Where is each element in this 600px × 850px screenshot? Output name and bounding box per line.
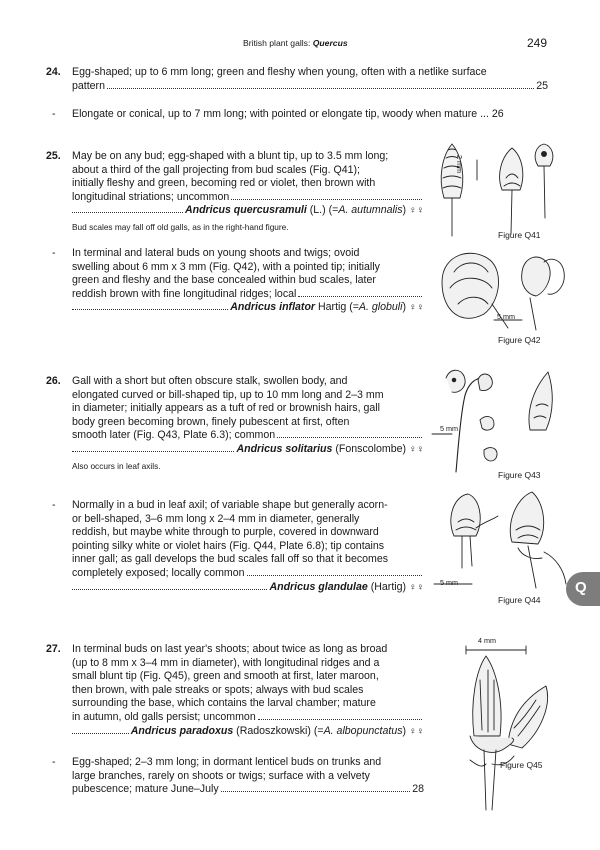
text-line: then brown, with pale streaks or spots; always with bud scales	[72, 683, 364, 696]
leader-line: completely exposed; locally common	[72, 567, 424, 581]
leader-line: pubescence; mature June–July 28	[72, 783, 424, 796]
text-line: pointing silky white or violet hairs (Fig. Q44, Plate 6.8); tip contains	[72, 539, 385, 552]
figure-caption: Figure Q44	[498, 595, 541, 605]
figure-caption: Figure Q41	[498, 230, 541, 240]
goto-number: 28	[412, 783, 424, 796]
couplet-25b	[72, 247, 424, 315]
species-name: Andricus inflator	[230, 301, 316, 314]
text-line: about a third of the gall projecting from bud scales (Fig. Q41);	[72, 163, 360, 176]
note: Bud scales may fall off old galls, as in the right-hand figure.	[72, 221, 289, 232]
figure-scale: 5 mm	[497, 312, 515, 321]
text-line: body green becoming brown, finely pubescent at first, often	[72, 415, 350, 428]
text-line: or bell-shaped, 3–6 mm long x 2–4 mm in diameter, generally	[72, 512, 360, 525]
text-line: in diameter; initially appears as a tuft of red or brownish hairs, gall	[72, 402, 380, 415]
couplet-dash: -	[52, 756, 56, 768]
running-title: British plant galls: Quercus	[243, 38, 348, 48]
couplet-dash: -	[52, 108, 56, 120]
text-line: inner gall; as gall develops the bud scales fall off so that it becomes	[72, 553, 389, 566]
text-line: elongated curved or bill-shaped tip, up to 10 mm long and 2–3 mm	[72, 388, 384, 401]
text-line: Gall with a short but often obscure stalk, swollen body, and	[72, 375, 348, 387]
couplet-27a	[72, 643, 424, 738]
figure-q41-illustration	[432, 138, 562, 238]
species-name: Andricus paradoxus	[130, 724, 234, 737]
leader-line: smooth later (Fig. Q43, Plate 6.3); common	[72, 429, 424, 443]
couplet-dash: -	[52, 499, 56, 511]
text-line: May be on any bud; egg-shaped with a blunt tip, up to 3.5 mm long;	[72, 150, 389, 162]
text-line: initially fleshy and green, becoming red or violet, then brown with	[72, 177, 376, 190]
leader-line: in autumn, old galls persist; uncommon	[72, 711, 424, 725]
figure-caption: Figure Q45	[500, 760, 543, 770]
text-line: In terminal and lateral buds on young shoots and twigs; ovoid	[72, 247, 360, 259]
species-line: Andricus solitarius (Fonscolombe) ♀♀	[72, 443, 424, 457]
leader-line: pattern 25	[72, 79, 548, 92]
species-line: Andricus glandulae (Hartig) ♀♀	[72, 581, 424, 595]
running-title-genus: Quercus	[312, 38, 348, 48]
thumb-tab-letter: Q	[575, 579, 587, 596]
couplet-number: 25.	[46, 150, 61, 162]
female-symbol: ♀♀	[409, 581, 424, 593]
female-symbol: ♀♀	[409, 443, 424, 455]
species-name: Andricus glandulae	[269, 580, 368, 593]
couplet-26b	[72, 499, 424, 594]
note: Also occurs in leaf axils.	[72, 460, 161, 471]
leader-line: longitudinal striations; uncommon	[72, 191, 424, 205]
text-line: (up to 8 mm x 3–4 mm in diameter), with longitudinal ridges and a	[72, 656, 380, 669]
species-name: Andricus solitarius	[236, 442, 333, 455]
couplet-26a	[72, 375, 424, 472]
text-line: Egg-shaped; up to 6 mm long; green and fleshy when young, often with a netlike surface	[72, 66, 487, 78]
figure-q43-illustration	[430, 360, 570, 475]
couplet-25a	[72, 150, 424, 233]
figure-scale: 2 mm	[455, 155, 464, 173]
female-symbol: ♀♀	[409, 725, 424, 737]
text-line: reddish, but maybe white through to purple, covered in downward	[72, 526, 379, 539]
text-line: Egg-shaped; 2–3 mm long; in dormant lenticel buds on trunks and	[72, 756, 382, 768]
couplet-number: 27.	[46, 643, 61, 655]
text-line: Normally in a bud in leaf axil; of variable shape but generally acorn-	[72, 499, 388, 511]
species-name: Andricus quercusramuli	[184, 204, 307, 217]
text-line: In terminal buds on last year's shoots; about twice as long as broad	[72, 643, 388, 655]
couplet-number: 24.	[46, 66, 61, 78]
figure-caption: Figure Q42	[498, 335, 541, 345]
text-line: green and fleshy and the base concealed within bud scales, later	[72, 274, 376, 287]
couplet-dash: -	[52, 247, 56, 259]
figure-scale: 4 mm	[478, 636, 496, 645]
couplet-24a	[72, 66, 548, 93]
figure-scale: 5 mm	[440, 424, 458, 433]
page-number: 249	[527, 36, 548, 50]
species-line: Andricus quercusramuli (L.) (= A. autumnalis ) ♀♀	[72, 204, 424, 218]
species-line: Andricus inflator Hartig (= A. globuli ) ♀♀	[72, 301, 424, 315]
figure-q45-illustration	[430, 640, 570, 820]
text-line: small blunt tip (Fig. Q45), green and smooth at first, later maroon,	[72, 670, 379, 683]
figure-scale: 5 mm	[440, 578, 458, 587]
leader-line: reddish brown with fine longitudinal ridges; local	[72, 288, 424, 302]
text-line: swelling about 6 mm x 3 mm (Fig. Q42), with a pointed tip; initially	[72, 260, 380, 273]
female-symbol: ♀♀	[409, 302, 424, 314]
couplet-27b	[72, 756, 424, 797]
couplet-number: 26.	[46, 375, 61, 387]
female-symbol: ♀♀	[409, 205, 424, 217]
goto-number: 25	[536, 79, 548, 92]
goto-number: 26	[491, 108, 504, 120]
couplet-24b: Elongate or conical, up to 7 mm long; with pointed or elongate tip, woody when mature ... 26	[72, 108, 504, 120]
species-line: Andricus paradoxus (Radoszkowski) (= A. albopunctatus ) ♀♀	[72, 725, 424, 739]
section-thumb-tab	[566, 572, 600, 606]
running-header	[0, 36, 600, 52]
text-line: surrounding the base, which contains the larval chamber; mature	[72, 697, 376, 710]
text-line: large branches, rarely on shoots or twigs; surface with a velvety	[72, 769, 370, 782]
figure-caption: Figure Q43	[498, 470, 541, 480]
